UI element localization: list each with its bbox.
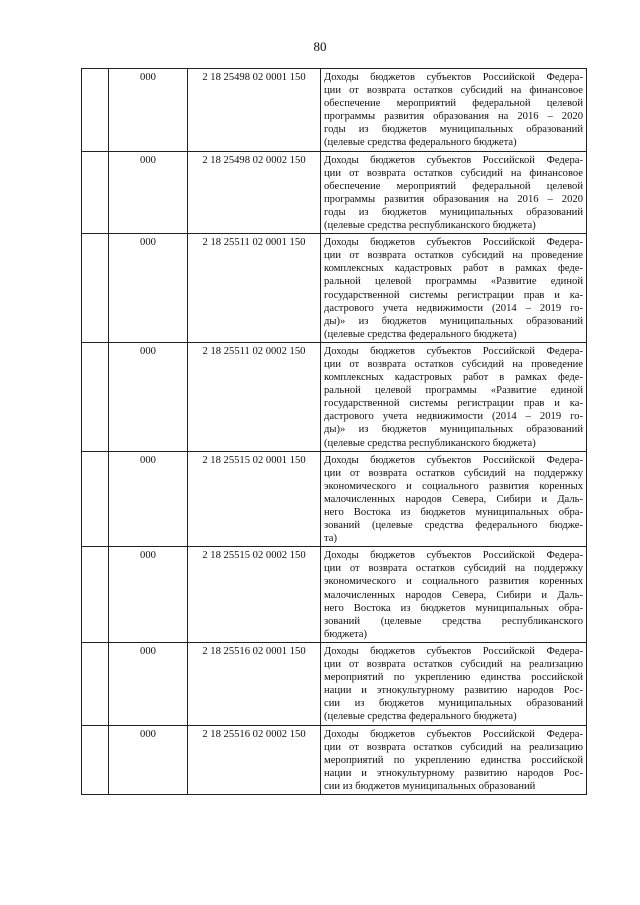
description-line: малочисленных народов Севера, Сибири и Даль- bbox=[324, 493, 583, 505]
description-cell bbox=[321, 451, 587, 547]
row-blank-cell bbox=[82, 642, 109, 725]
kbk-code-cell: 2 18 25511 02 0001 150 bbox=[188, 234, 321, 343]
admin-code-cell: 000 bbox=[109, 725, 188, 794]
budget-classification-table bbox=[81, 68, 587, 795]
description-line: ции от возврата остатков субсидий на финансовое bbox=[324, 85, 583, 97]
description-cell bbox=[321, 234, 587, 343]
row-blank-cell bbox=[82, 547, 109, 643]
description-line: бюджета) bbox=[324, 628, 368, 640]
description-cell bbox=[321, 547, 587, 643]
kbk-code-cell: 2 18 25515 02 0001 150 bbox=[188, 451, 321, 547]
description-line: ции от возврата остатков субсидий на реализацию bbox=[324, 659, 583, 671]
description-line: обеспечение мероприятий федеральной целевой bbox=[324, 180, 583, 192]
description-line: него Востока из бюджетов муниципальных обра- bbox=[324, 507, 583, 518]
table-body bbox=[82, 69, 587, 795]
admin-code-cell: 000 bbox=[109, 451, 188, 547]
description-cell bbox=[321, 642, 587, 725]
description-line: программы развития образования на 2016 – 2020 bbox=[324, 193, 583, 205]
description-line: ральной целевой программы «Развитие единой bbox=[324, 385, 583, 397]
description-line: Доходы бюджетов субъектов Российской Федера- bbox=[324, 237, 583, 249]
row-blank-cell bbox=[82, 234, 109, 343]
description-line: ды)» из бюджетов муниципальных образований bbox=[324, 424, 583, 436]
description-line: мероприятий по укреплению единства российской bbox=[324, 672, 583, 684]
description-line: Доходы бюджетов субъектов Российской Федера- bbox=[324, 550, 583, 562]
description-line: экономического и социального развития коренных bbox=[324, 480, 583, 492]
description-line: (целевые средства республиканского бюджета) bbox=[324, 437, 536, 449]
description-line: экономического и социального развития коренных bbox=[324, 576, 583, 588]
admin-code-cell: 000 bbox=[109, 342, 188, 451]
description-line: (целевые средства федерального бюджета) bbox=[324, 711, 517, 723]
description-line: ции от возврата остатков субсидий на поддержку bbox=[324, 467, 583, 479]
admin-code-cell: 000 bbox=[109, 151, 188, 234]
description-line: малочисленных народов Севера, Сибири и Даль- bbox=[324, 589, 583, 601]
table-row bbox=[82, 234, 587, 343]
kbk-code-cell: 2 18 25498 02 0002 150 bbox=[188, 151, 321, 234]
description-line: Доходы бюджетов субъектов Российской Федера- bbox=[324, 728, 583, 740]
description-cell bbox=[321, 725, 587, 794]
kbk-code-cell: 2 18 25511 02 0002 150 bbox=[188, 342, 321, 451]
row-blank-cell bbox=[82, 342, 109, 451]
row-blank-cell bbox=[82, 151, 109, 234]
description-line: программы развития образования на 2016 – 2020 bbox=[324, 111, 583, 123]
description-line: зований (целевые средства республиканского bbox=[324, 615, 583, 627]
description-line: зований (целевые средства федерального бюдже- bbox=[324, 520, 583, 532]
description-line: комплексных кадастровых работ в рамках феде- bbox=[324, 372, 583, 384]
description-line: Доходы бюджетов субъектов Российской Федера- bbox=[324, 454, 583, 466]
kbk-code-cell: 2 18 25498 02 0001 150 bbox=[188, 69, 321, 152]
kbk-code-cell: 2 18 25516 02 0002 150 bbox=[188, 725, 321, 794]
admin-code-cell: 000 bbox=[109, 547, 188, 643]
description-line: (целевые средства федерального бюджета) bbox=[324, 328, 517, 340]
description-line: нации и этнокультурному развитию народов Рос- bbox=[324, 767, 583, 779]
description-line: мероприятий по укреплению единства российской bbox=[324, 754, 583, 766]
description-line: Доходы бюджетов субъектов Российской Федера- bbox=[324, 154, 583, 166]
description-cell bbox=[321, 342, 587, 451]
table-row bbox=[82, 342, 587, 451]
description-line: годы из бюджетов муниципальных образований bbox=[324, 124, 583, 136]
description-line: (целевые средства федерального бюджета) bbox=[324, 137, 517, 149]
description-line: дастрового учета недвижимости (2014 – 2019 го- bbox=[324, 302, 583, 314]
description-line: государственной системы регистрации прав и ка- bbox=[324, 289, 583, 301]
table-row bbox=[82, 151, 587, 234]
description-line: ральной целевой программы «Развитие единой bbox=[324, 276, 583, 288]
description-line: (целевые средства республиканского бюджета) bbox=[324, 220, 536, 232]
description-line: ции от возврата остатков субсидий на поддержку bbox=[324, 563, 583, 575]
row-blank-cell bbox=[82, 451, 109, 547]
description-line: Доходы бюджетов субъектов Российской Федера- bbox=[324, 72, 583, 83]
table-row bbox=[82, 69, 587, 152]
description-line: ции от возврата остатков субсидий на реализацию bbox=[324, 741, 583, 753]
description-line: Доходы бюджетов субъектов Российской Федера- bbox=[324, 345, 583, 357]
description-line: комплексных кадастровых работ в рамках феде- bbox=[324, 263, 583, 275]
kbk-code-cell: 2 18 25516 02 0001 150 bbox=[188, 642, 321, 725]
description-line: сии из бюджетов муниципальных образований bbox=[324, 780, 536, 792]
description-line: годы из бюджетов муниципальных образований bbox=[324, 206, 583, 218]
description-line: него Востока из бюджетов муниципальных обра- bbox=[324, 602, 583, 614]
description-cell bbox=[321, 69, 587, 152]
description-cell bbox=[321, 151, 587, 234]
description-line: дастрового учета недвижимости (2014 – 2019 го- bbox=[324, 411, 583, 423]
admin-code-cell: 000 bbox=[109, 642, 188, 725]
kbk-code-cell: 2 18 25515 02 0002 150 bbox=[188, 547, 321, 643]
description-line: обеспечение мероприятий федеральной целевой bbox=[324, 98, 583, 110]
table-row bbox=[82, 725, 587, 794]
description-line: та) bbox=[324, 533, 337, 545]
row-blank-cell bbox=[82, 69, 109, 152]
description-line: нации и этнокультурному развитию народов Рос- bbox=[324, 685, 583, 697]
table-row bbox=[82, 642, 587, 725]
description-line: ции от возврата остатков субсидий на проведение bbox=[324, 358, 583, 370]
admin-code-cell: 000 bbox=[109, 69, 188, 152]
description-line: Доходы бюджетов субъектов Российской Федера- bbox=[324, 645, 583, 657]
description-line: ции от возврата остатков субсидий на финансовое bbox=[324, 167, 583, 179]
description-line: сии из бюджетов муниципальных образований bbox=[324, 698, 583, 710]
table-row bbox=[82, 547, 587, 643]
table-row bbox=[82, 451, 587, 547]
description-line: ды)» из бюджетов муниципальных образований bbox=[324, 315, 583, 327]
description-line: ции от возврата остатков субсидий на проведение bbox=[324, 250, 583, 262]
page-number: 80 bbox=[313, 39, 327, 54]
description-line: государственной системы регистрации прав и ка- bbox=[324, 398, 583, 410]
row-blank-cell bbox=[82, 725, 109, 794]
admin-code-cell: 000 bbox=[109, 234, 188, 343]
